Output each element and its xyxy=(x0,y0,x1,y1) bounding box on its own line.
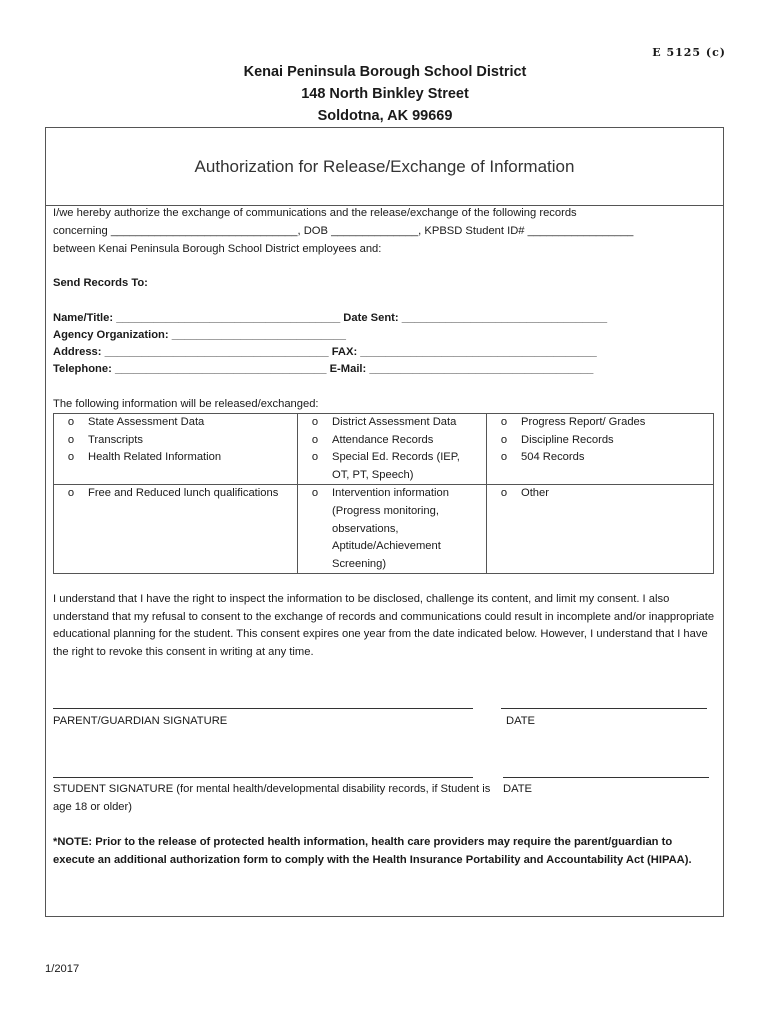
address-fax-field[interactable]: Address: ____________________________________ FAX: ______________________________________ xyxy=(53,346,597,358)
option-item[interactable]: o Transcripts xyxy=(54,432,297,450)
form-title: Authorization for Release/Exchange of Information xyxy=(194,157,575,176)
district-street: 148 North Binkley Street xyxy=(301,86,469,102)
date-line-1[interactable] xyxy=(501,708,707,709)
checkbox-bullet: o xyxy=(311,487,319,500)
parent-signature-line[interactable] xyxy=(53,708,473,709)
agency-field[interactable]: Agency Organization: ____________________________ xyxy=(53,329,346,341)
checkbox-bullet: o xyxy=(67,433,75,446)
district-city: Soldotna, AK 99669 xyxy=(317,108,453,124)
checkbox-bullet: o xyxy=(311,433,319,446)
option-item[interactable]: o Progress Report/ Grades xyxy=(487,414,713,432)
checkbox-bullet: o xyxy=(500,451,508,464)
option-item[interactable]: o Special Ed. Records (IEP, OT, PT, Speech) xyxy=(298,449,486,484)
checkbox-bullet: o xyxy=(500,487,508,500)
checkbox-bullet: o xyxy=(67,416,75,428)
option-item[interactable]: o District Assessment Data xyxy=(298,414,486,432)
send-records-label: Send Records To: xyxy=(53,277,148,289)
option-item[interactable]: o State Assessment Data xyxy=(54,414,297,432)
student-signature-label: STUDENT SIGNATURE (for mental health/developmental disability records, if Student is age 18 or older) xyxy=(53,783,491,813)
option-item[interactable]: o Health Related Information xyxy=(54,449,297,467)
footer-date: 1/2017 xyxy=(45,963,80,975)
checkbox-bullet: o xyxy=(311,451,319,464)
hipaa-note: *NOTE: Prior to the release of protected health information, health care providers may require the parent/guardian to execute an additional authorization form to comply with the Health Insurance Portability and Accountability Act (HIPAA). xyxy=(53,836,692,866)
option-item[interactable]: o Other xyxy=(487,485,713,503)
option-item[interactable]: o Discipline Records xyxy=(487,432,713,450)
student-signature-line[interactable] xyxy=(53,777,473,778)
district-name: Kenai Peninsula Borough School District xyxy=(243,64,527,80)
intro-line-3: between Kenai Peninsula Borough School District employees and: xyxy=(53,243,382,255)
checkbox-bullet: o xyxy=(67,487,75,500)
intro-line-2: concerning ______________________________, DOB ______________, KPBSD Student ID# _________________ xyxy=(53,225,634,237)
options-table xyxy=(53,413,714,574)
option-item[interactable]: o 504 Records xyxy=(487,449,713,467)
consent-paragraph: I understand that I have the right to inspect the information to be disclosed, challenge its content, and limit my consent. I also understand that my refusal to consent to the exchange of records and communications could result in incomplete and/or inappropriate educational planning for the student. This consent expires one year from the date indicated below. However, I understand that I have the right to revoke this consent in writing at any time. xyxy=(53,593,715,658)
option-item[interactable]: o Free and Reduced lunch qualifications xyxy=(54,485,297,503)
intro-line-1: I/we hereby authorize the exchange of communications and the release/exchange of the following records xyxy=(53,207,577,219)
option-item[interactable]: o Intervention information (Progress monitoring, observations, Aptitude/Achievement Screening) xyxy=(298,485,486,573)
telephone-email-field[interactable]: Telephone: __________________________________ E-Mail: ____________________________________ xyxy=(53,363,594,375)
date-line-2[interactable] xyxy=(503,777,709,778)
date-label-2: DATE xyxy=(503,783,533,795)
checkbox-bullet: o xyxy=(500,433,508,446)
checkbox-bullet: o xyxy=(67,451,75,464)
form-code: E 5125 (c) xyxy=(652,46,726,59)
date-label-1: DATE xyxy=(506,715,536,727)
option-item[interactable]: o Attendance Records xyxy=(298,432,486,450)
title-box xyxy=(45,127,724,206)
info-label: The following information will be released/exchanged: xyxy=(53,398,319,410)
checkbox-bullet: o xyxy=(500,416,508,428)
checkbox-bullet: o xyxy=(311,416,319,428)
parent-signature-label: PARENT/GUARDIAN SIGNATURE xyxy=(53,715,228,727)
name-title-field[interactable]: Name/Title: ____________________________________ Date Sent: _________________________________ xyxy=(53,312,608,324)
